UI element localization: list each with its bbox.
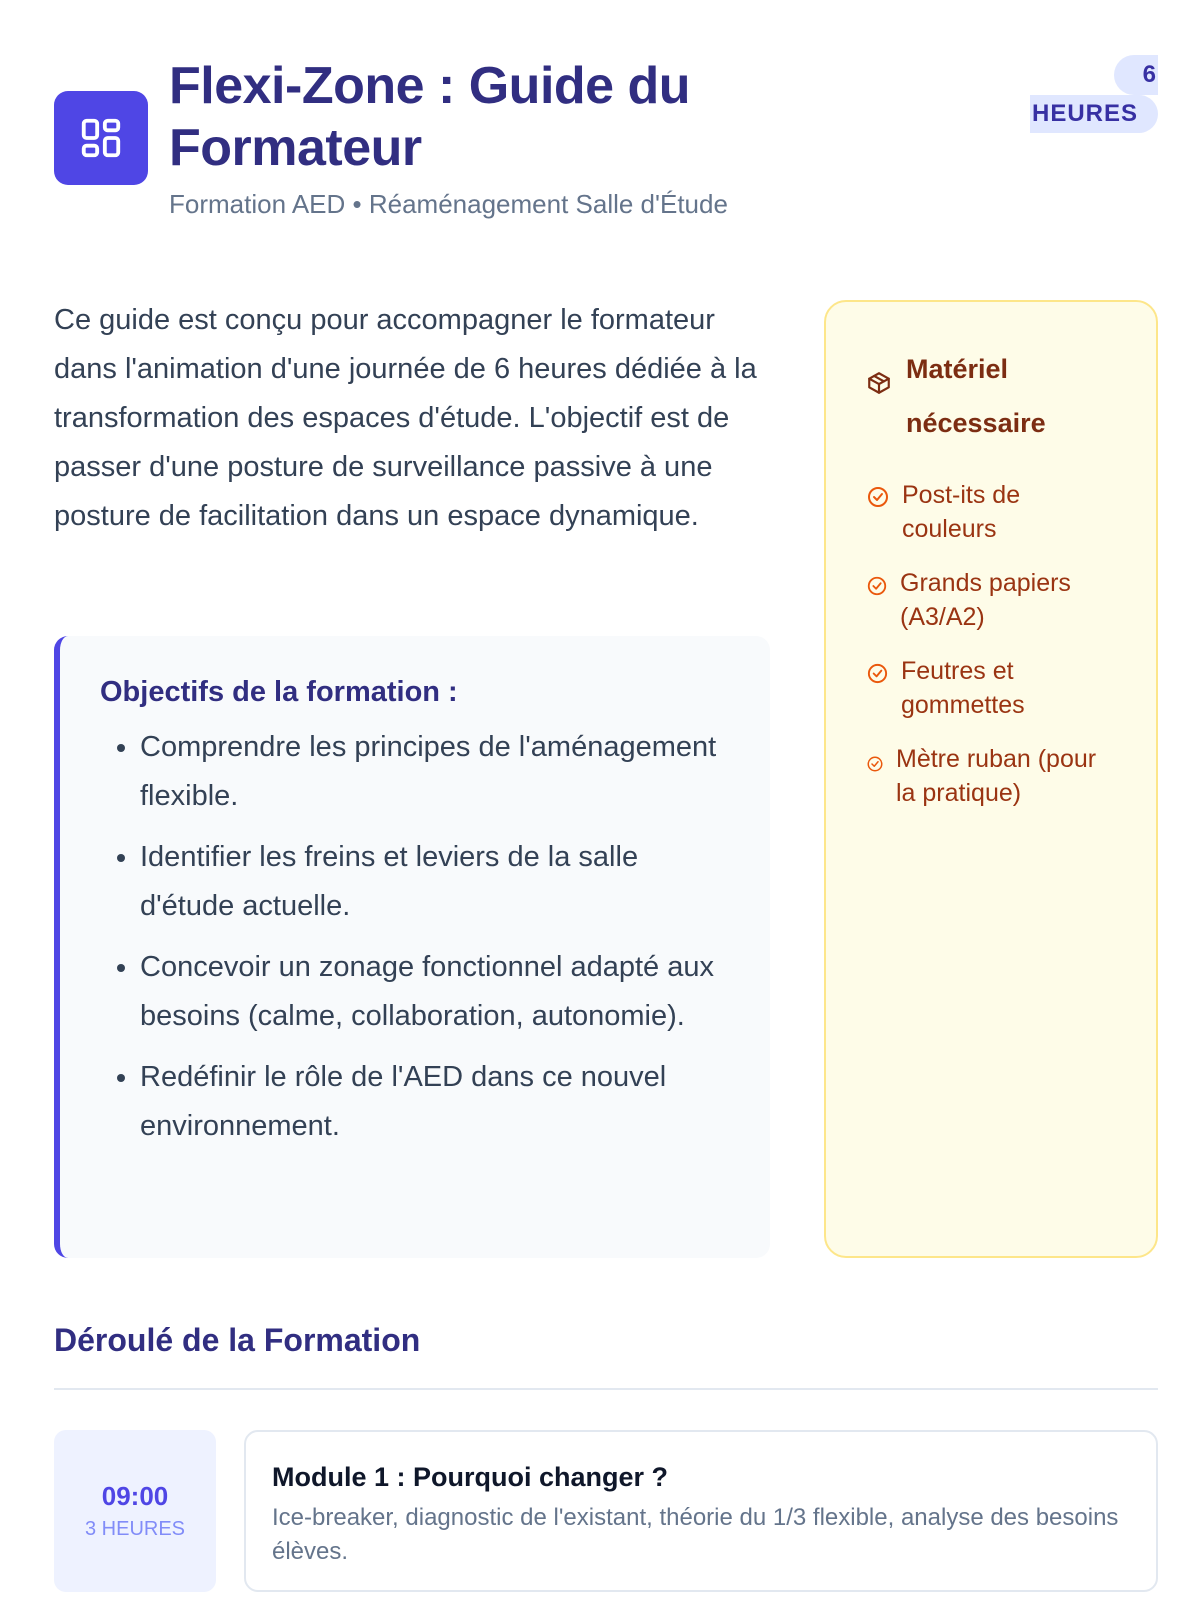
material-item [866, 654, 1116, 722]
layout-grid-icon [54, 91, 148, 185]
module-card [244, 1430, 1158, 1592]
module-title: Module 1 : Pourquoi changer ? [272, 1462, 669, 1492]
materials-header [866, 342, 1116, 450]
section-divider [54, 1388, 1158, 1390]
check-circle-icon [866, 660, 889, 694]
duration-badge-unit: HEURES [1030, 95, 1158, 133]
module-duration: 3 HEURES [84, 1518, 186, 1540]
material-item-label: Mètre ruban (pour la pratique) [896, 745, 1097, 807]
check-circle-icon [866, 484, 890, 518]
objective-item: • Identifier les freins et leviers de la salle d'étude actuelle. [140, 833, 734, 931]
module-time-slot [54, 1430, 216, 1592]
intro-paragraph: Ce guide est conçu pour accompagner le formateur dans l'animation d'une journée de 6 heures dédiée à la transformation des espaces d'étude. L'objectif est de passer d'une posture de surveillance passive à une posture de facilitation dans un espace dynamique. [54, 304, 757, 532]
package-icon [866, 370, 892, 401]
objective-item: • Redéfinir le rôle de l'AED dans ce nouvel environnement. [140, 1053, 734, 1151]
material-item-label: Grands papiers (A3/A2) [900, 569, 1071, 631]
objective-item: • Concevoir un zonage fonctionnel adapté aux besoins (calme, collaboration, autonomie). [140, 943, 734, 1041]
trainer-guide-page [54, 0, 1158, 1600]
material-item-label: Post-its de couleurs [902, 481, 1021, 543]
module-time: 09:00 [101, 1481, 169, 1511]
material-item-label: Feutres et gommettes [901, 657, 1025, 719]
materials-list [866, 478, 1116, 810]
module-description: Ice-breaker, diagnostic de l'existant, théorie du 1/3 flexible, analyse des besoins élèves. [272, 1504, 1119, 1565]
objective-item: • Comprendre les principes de l'aménagement flexible. [140, 723, 734, 821]
material-item [866, 478, 1116, 546]
page-header [54, 55, 1158, 225]
title-block [169, 55, 869, 220]
duration-badge [1030, 55, 1158, 137]
duration-badge-number: 6 [1114, 55, 1158, 95]
material-item [866, 566, 1116, 634]
page-title: Flexi-Zone : Guide du Formateur [169, 57, 691, 177]
objectives-list [100, 723, 734, 1151]
materials-box [824, 300, 1158, 1258]
material-item [866, 742, 1116, 810]
check-circle-icon [866, 748, 884, 782]
materials-title: Matériel nécessaire [906, 354, 1046, 438]
schedule-title: Déroulé de la Formation [54, 1322, 421, 1358]
check-circle-icon [866, 572, 888, 606]
objectives-box [54, 636, 770, 1258]
page-subtitle: Formation AED • Réaménagement Salle d'Étude [169, 189, 728, 219]
objectives-title: Objectifs de la formation : [100, 676, 458, 708]
